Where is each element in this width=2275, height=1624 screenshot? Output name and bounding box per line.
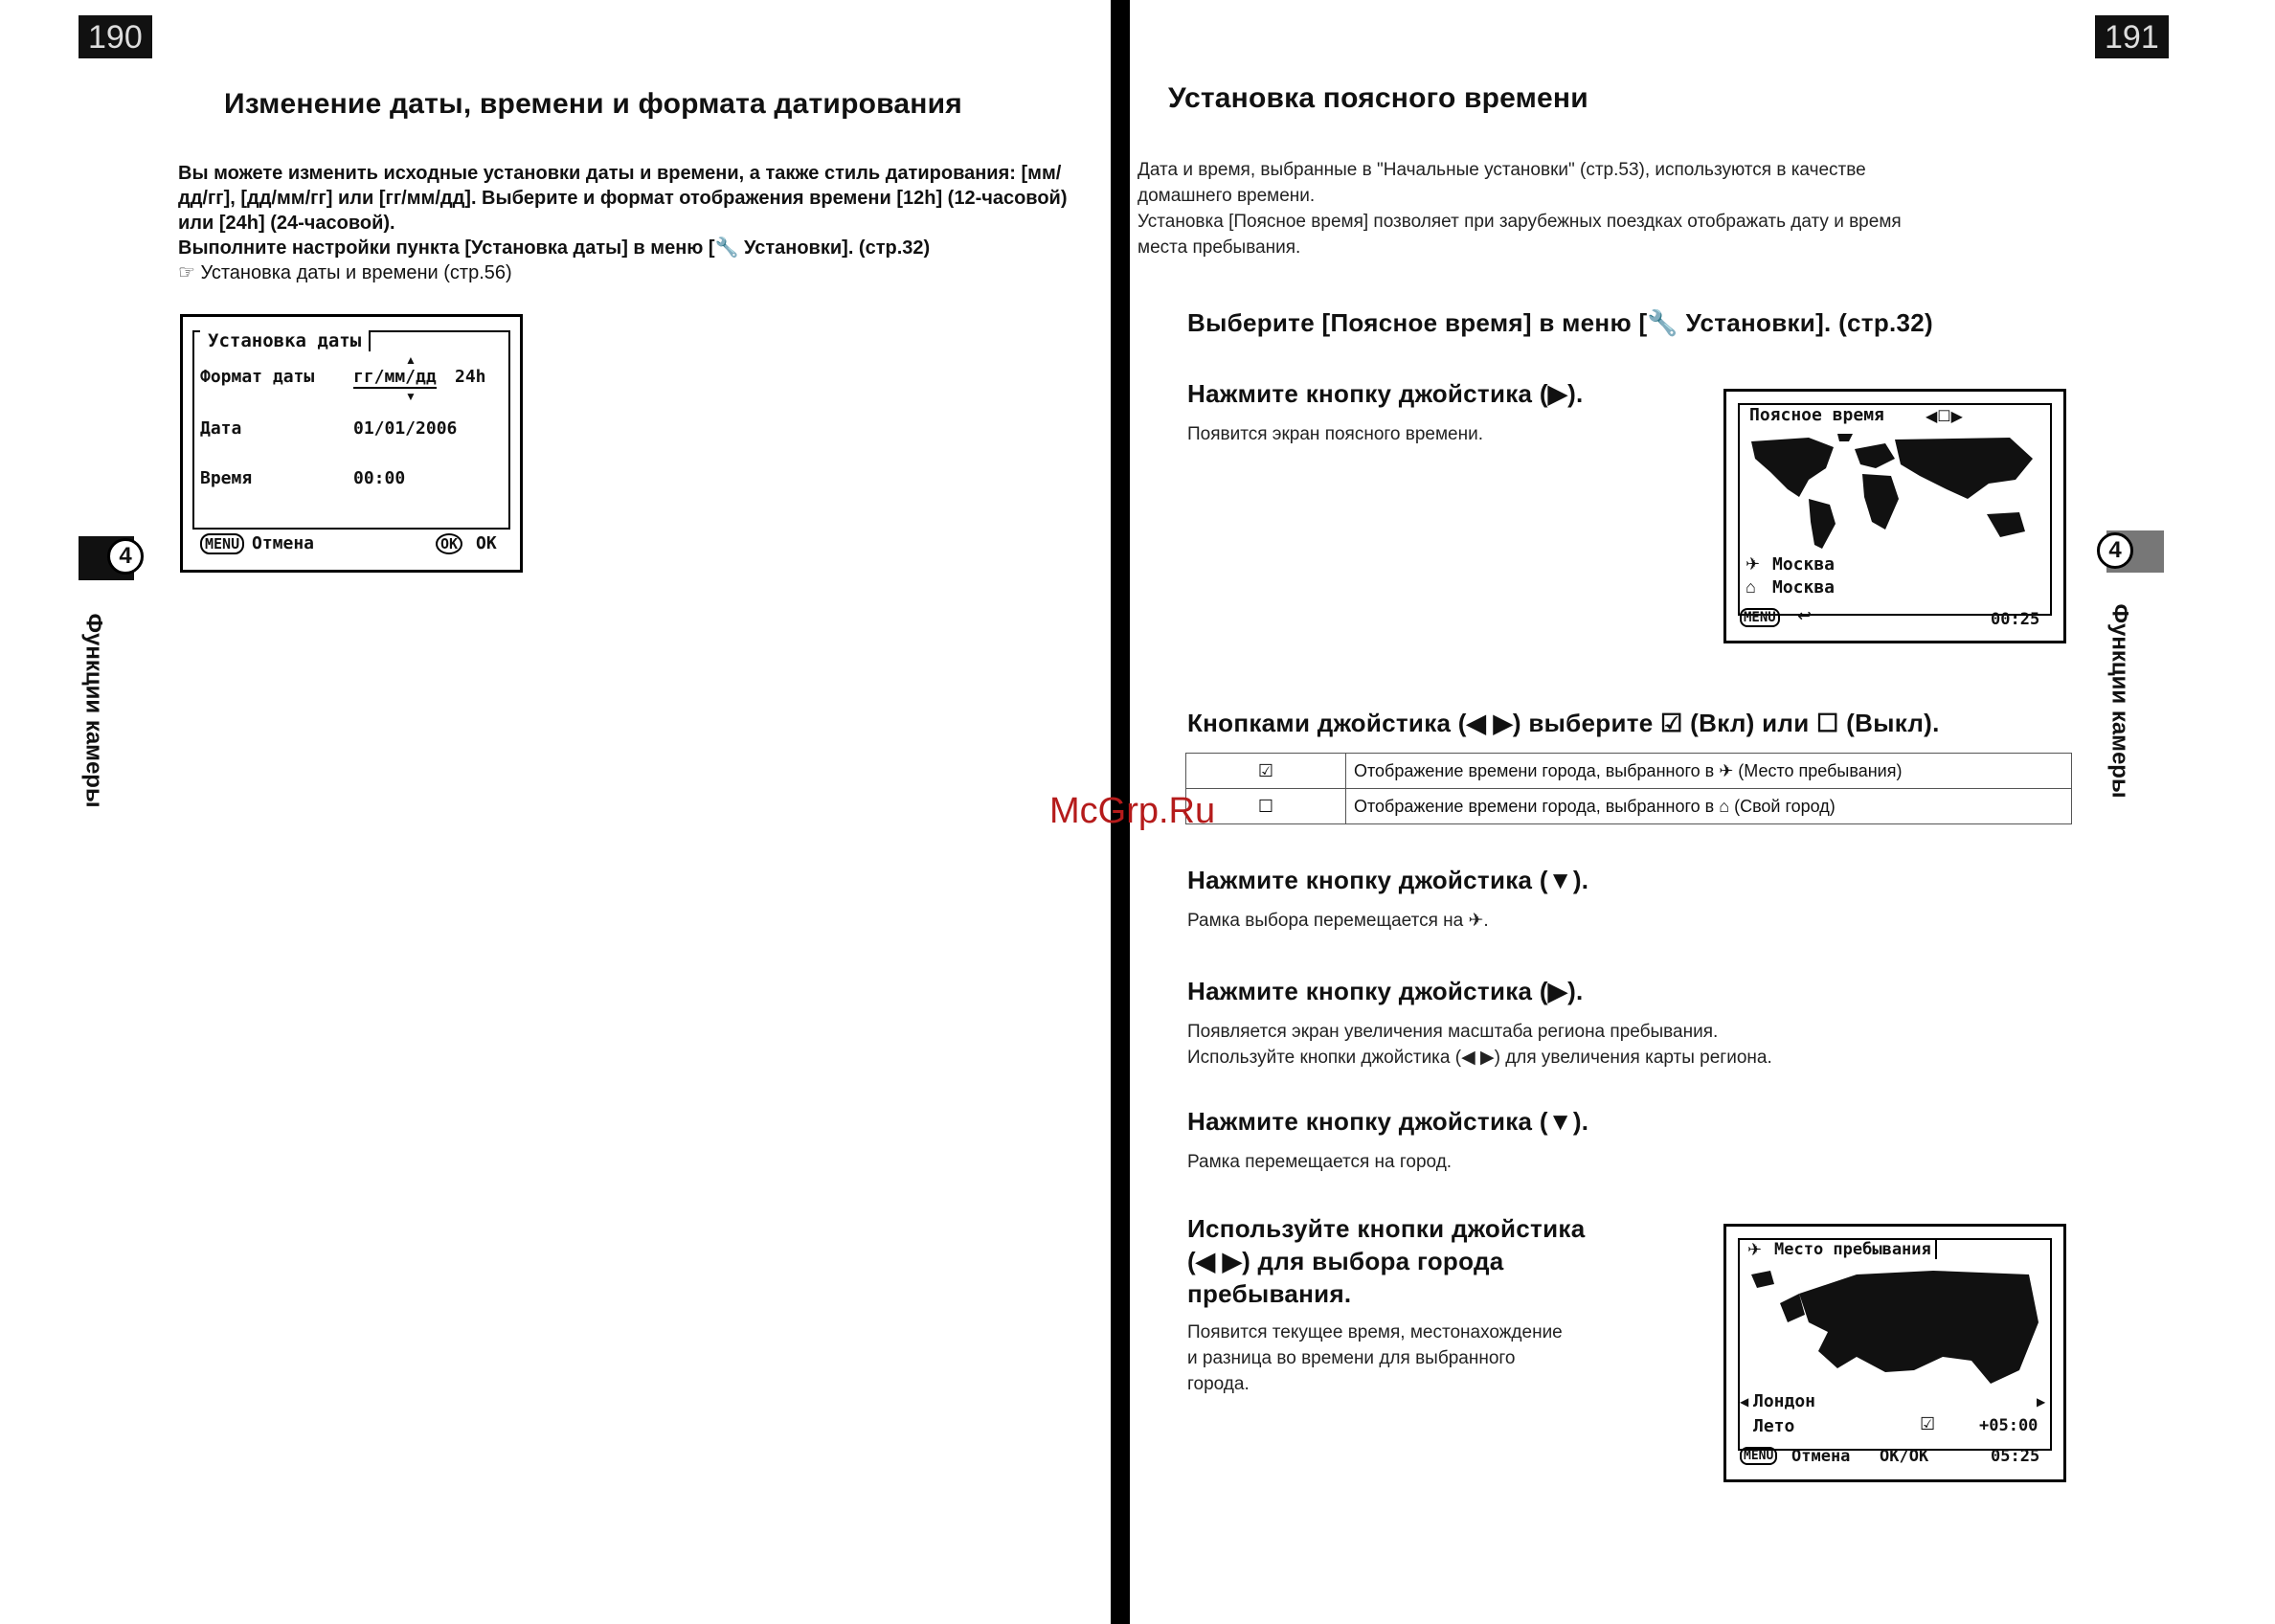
world-map-image [1742, 430, 2048, 554]
destination-city: Москва [1772, 554, 1836, 575]
left-page-title: Изменение даты, времени и формата датирования [224, 88, 962, 120]
intro-line: Дата и время, выбранные в "Начальные установки" (стр.53), используются в качестве [1138, 160, 1866, 180]
step-5-desc: Появляется экран увеличения масштаба региона пребывания. Используйте кнопки джойстика (◀ ▶) для увеличения карты региона. [1187, 1022, 1772, 1068]
up-arrow-icon: ▲ [405, 353, 417, 367]
step-1-title: Выберите [Поясное время] в меню [🔧 Установки]. (стр.32) [1187, 308, 1934, 337]
format-hours[interactable]: 24h [455, 367, 486, 387]
screen-tab-title: Установка даты [200, 330, 371, 351]
menu-button-icon: MENU [1740, 1447, 1777, 1465]
step-4-title: Нажмите кнопку джойстика (▼). [1187, 866, 1589, 894]
region-map-image [1742, 1265, 2048, 1389]
page-number-right: 191 [2095, 15, 2169, 58]
chapter-number-left: 4 [107, 538, 144, 575]
step-6-desc: Рамка перемещается на город. [1187, 1152, 1453, 1172]
format-value[interactable]: гг/мм/дд [353, 367, 437, 387]
date-value[interactable]: 01/01/2006 [353, 418, 458, 439]
intro-line: домашнего времени. [1138, 186, 1316, 206]
world-time-title: Поясное время [1746, 405, 1888, 425]
world-time-screen [1723, 389, 2066, 643]
intro-line: Вы можете изменить исходные установки даты и времени, а также стиль датирования: [мм/ [178, 163, 1062, 184]
option-symbol: ☐ [1186, 789, 1346, 824]
region-title: Место пребывания [1770, 1240, 1937, 1259]
summer-label: Лето [1753, 1416, 1795, 1436]
cancel-label: Отмена [252, 533, 315, 553]
date-setting-screen [180, 314, 523, 573]
page-number-left: 190 [79, 15, 152, 58]
right-arrow-icon[interactable]: ▶ [2037, 1395, 2046, 1409]
region-time: 05:25 [1991, 1447, 2040, 1466]
right-page-title: Установка поясного времени [1168, 82, 1588, 114]
down-arrow-icon: ▼ [405, 390, 417, 403]
watermark: McGrp.Ru [1049, 791, 1216, 831]
step-4-desc: Рамка выбора перемещается на ✈. [1187, 911, 1489, 931]
region-city: Лондон [1753, 1391, 1816, 1411]
intro-line: или [24h] (24-часовой). [178, 213, 395, 234]
left-intro [178, 161, 1116, 285]
intro-line: Установка [Поясное время] позволяет при зарубежных поездках отображать дату и время [1138, 212, 1902, 232]
ok-button-icon: OK [436, 533, 462, 554]
step-2-title: Нажмите кнопку джойстика (▶). [1187, 379, 1584, 408]
step-2-desc: Появится экран поясного времени. [1187, 424, 1483, 444]
airplane-icon: ✈ [1746, 554, 1761, 574]
intro-line: места пребывания. [1138, 237, 1301, 258]
ok-label: OK [476, 533, 497, 553]
ok-label: OK/OK [1880, 1447, 1929, 1466]
region-screen [1723, 1224, 2066, 1482]
intro-line: ☞ Установка даты и времени (стр.56) [178, 262, 512, 283]
home-icon: ⌂ [1746, 577, 1756, 597]
time-offset: +05:00 [1979, 1416, 2038, 1435]
table-row [1186, 789, 2072, 824]
time-label: Время [200, 468, 253, 488]
format-label: Формат даты [200, 367, 315, 387]
step-5-title: Нажмите кнопку джойстика (▶). [1187, 977, 1584, 1005]
step-7-desc: Появится текущее время, местонахождение и разница во времени для выбранного города. [1187, 1322, 1563, 1394]
intro-line: Выполните настройки пункта [Установка даты] в меню [🔧 Установки]. (стр.32) [178, 237, 931, 259]
menu-button-icon: MENU [200, 533, 244, 554]
options-table [1185, 753, 2072, 824]
home-city: Москва [1772, 577, 1836, 598]
chapter-number-right: 4 [2097, 532, 2133, 569]
option-text: Отображение времени города, выбранного в ⌂ (Свой город) [1346, 789, 2072, 824]
step-3-title: Кнопками джойстика (◀ ▶) выберите ☑ (Вкл) или ☐ (Выкл). [1187, 709, 1940, 737]
step-7-title: Используйте кнопки джойстика (◀ ▶) для выбора города пребывания. [1187, 1214, 1586, 1308]
menu-button-icon: MENU [1740, 608, 1780, 627]
airplane-icon: ✈ [1747, 1240, 1763, 1259]
chapter-label-left: Функции камеры [80, 613, 107, 808]
checkbox-icon[interactable]: ◀☐▶ [1926, 409, 1963, 425]
time-value[interactable]: 00:00 [353, 468, 406, 488]
right-intro [1138, 157, 2095, 260]
current-time: 00:25 [1991, 610, 2040, 629]
chapter-label-right: Функции камеры [2106, 603, 2133, 799]
summer-checkbox-icon[interactable]: ☑ [1920, 1414, 1936, 1433]
intro-line: дд/гг], [дд/мм/гг] или [гг/мм/дд]. Выберите и формат отображения времени [12h] (12-часовой) [178, 188, 1068, 209]
date-label: Дата [200, 418, 242, 439]
left-arrow-icon[interactable]: ◀ [1740, 1395, 1749, 1409]
back-arrow-icon: ↩ [1797, 606, 1813, 625]
cancel-label: Отмена [1791, 1447, 1851, 1466]
option-text: Отображение времени города, выбранного в ✈ (Место пребывания) [1346, 754, 2072, 789]
option-symbol: ☑ [1186, 754, 1346, 789]
step-6-title: Нажмите кнопку джойстика (▼). [1187, 1107, 1589, 1136]
table-row [1186, 754, 2072, 789]
